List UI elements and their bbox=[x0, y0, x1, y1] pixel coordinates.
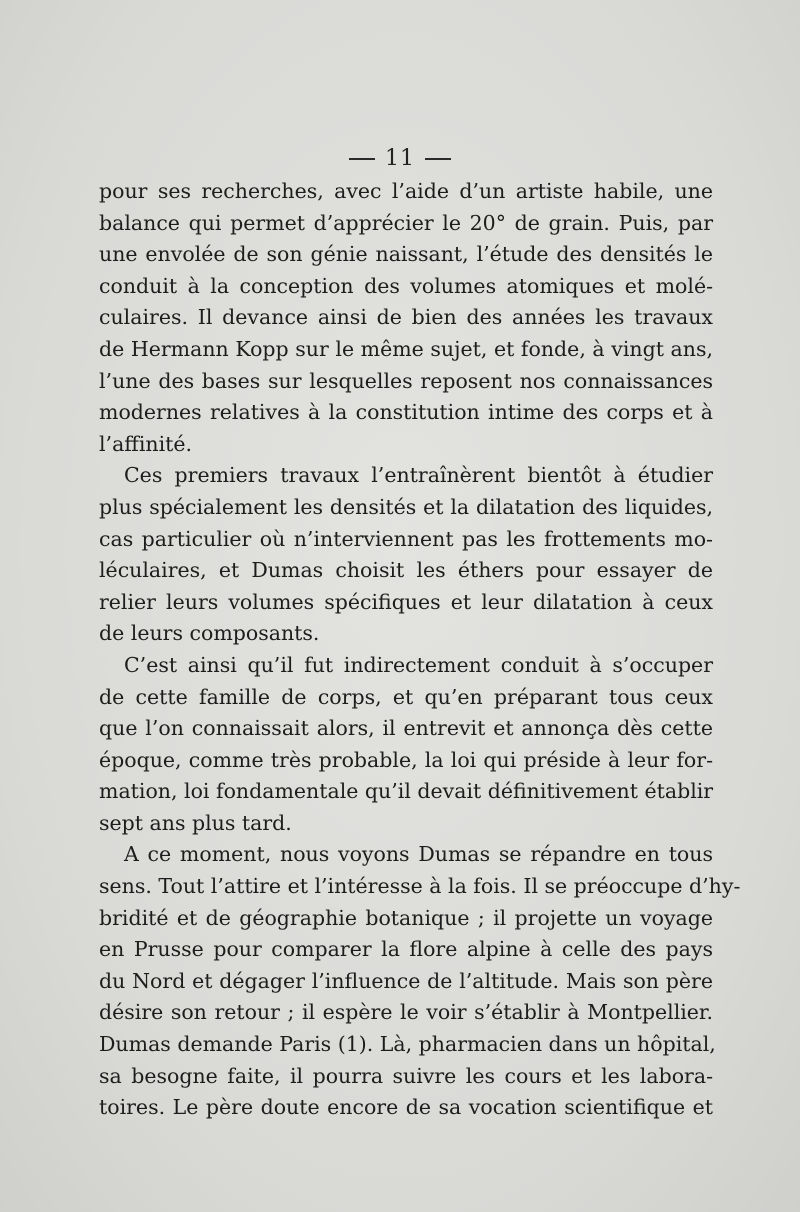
text-line: relier leurs volumes spécifiques et leur dilatation à ceux bbox=[99, 589, 713, 614]
text-line: l’une des bases sur lesquelles reposent nos connaissances bbox=[99, 368, 713, 393]
text-line: Ces premiers travaux l’entraînèrent bientôt à étudier bbox=[124, 463, 713, 488]
text-line: que l’on connaissait alors, il entrevit et annonça dès cette bbox=[99, 716, 713, 741]
text-line: bridité et de géographie botanique ; il projette un voyage bbox=[99, 905, 713, 930]
text-line: désire son retour ; il espère le voir s’établir à Montpellier. bbox=[99, 1000, 713, 1025]
text-line: de leurs composants. bbox=[99, 621, 320, 646]
text-line: de Hermann Kopp sur le même sujet, et fonde, à vingt ans, bbox=[99, 336, 713, 361]
text-line: en Prusse pour comparer la flore alpine à celle des pays bbox=[99, 937, 713, 962]
text-line: culaires. Il devance ainsi de bien des années les travaux bbox=[99, 305, 713, 330]
text-line: C’est ainsi qu’il fut indirectement conduit à s’occuper bbox=[124, 652, 713, 677]
body-text bbox=[99, 176, 741, 1124]
text-line: du Nord et dégager l’influence de l’altitude. Mais son père bbox=[99, 968, 713, 993]
text-line: modernes relatives à la constitution intime des corps et à bbox=[99, 400, 713, 425]
text-line: toires. Le père doute encore de sa vocation scientifique et bbox=[99, 1095, 713, 1120]
text-line: pour ses recherches, avec l’aide d’un artiste habile, une bbox=[99, 179, 713, 203]
text-line: sens. Tout l’attire et l’intéresse à la fois. Il se préoccupe d’hy- bbox=[99, 874, 741, 899]
text-line: plus spécialement les densités et la dilatation des liquides, bbox=[99, 494, 713, 519]
text-line: cas particulier où n’interviennent pas les frottements mo- bbox=[99, 526, 713, 551]
text-line: sa besogne faite, il pourra suivre les cours et les labora- bbox=[99, 1063, 713, 1088]
text-line: l’affinité. bbox=[99, 431, 193, 456]
text-line: une envolée de son génie naissant, l’étude des densités le bbox=[99, 242, 713, 267]
text-line: conduit à la conception des volumes atomiques et molé- bbox=[99, 273, 713, 298]
page-number bbox=[0, 144, 800, 174]
text-line: léculaires, et Dumas choisit les éthers pour essayer de bbox=[99, 558, 713, 583]
text-line: de cette famille de corps, et qu’en préparant tous ceux bbox=[99, 684, 713, 709]
folio-dash-right bbox=[425, 158, 451, 160]
text-line: époque, comme très probable, la loi qui préside à leur for- bbox=[99, 747, 713, 772]
page-number-text: 11 bbox=[385, 146, 415, 171]
text-line: Dumas demande Paris (1). Là, pharmacien dans un hôpital, bbox=[99, 1032, 716, 1057]
text-line: A ce moment, nous voyons Dumas se répandre en tous bbox=[124, 842, 713, 867]
text-line: sept ans plus tard. bbox=[99, 810, 292, 835]
text-line: mation, loi fondamentale qu’il devait définitivement établir bbox=[99, 779, 714, 804]
text-line: balance qui permet d’apprécier le 20° de grain. Puis, par bbox=[99, 210, 713, 235]
folio-dash-left bbox=[349, 158, 375, 160]
